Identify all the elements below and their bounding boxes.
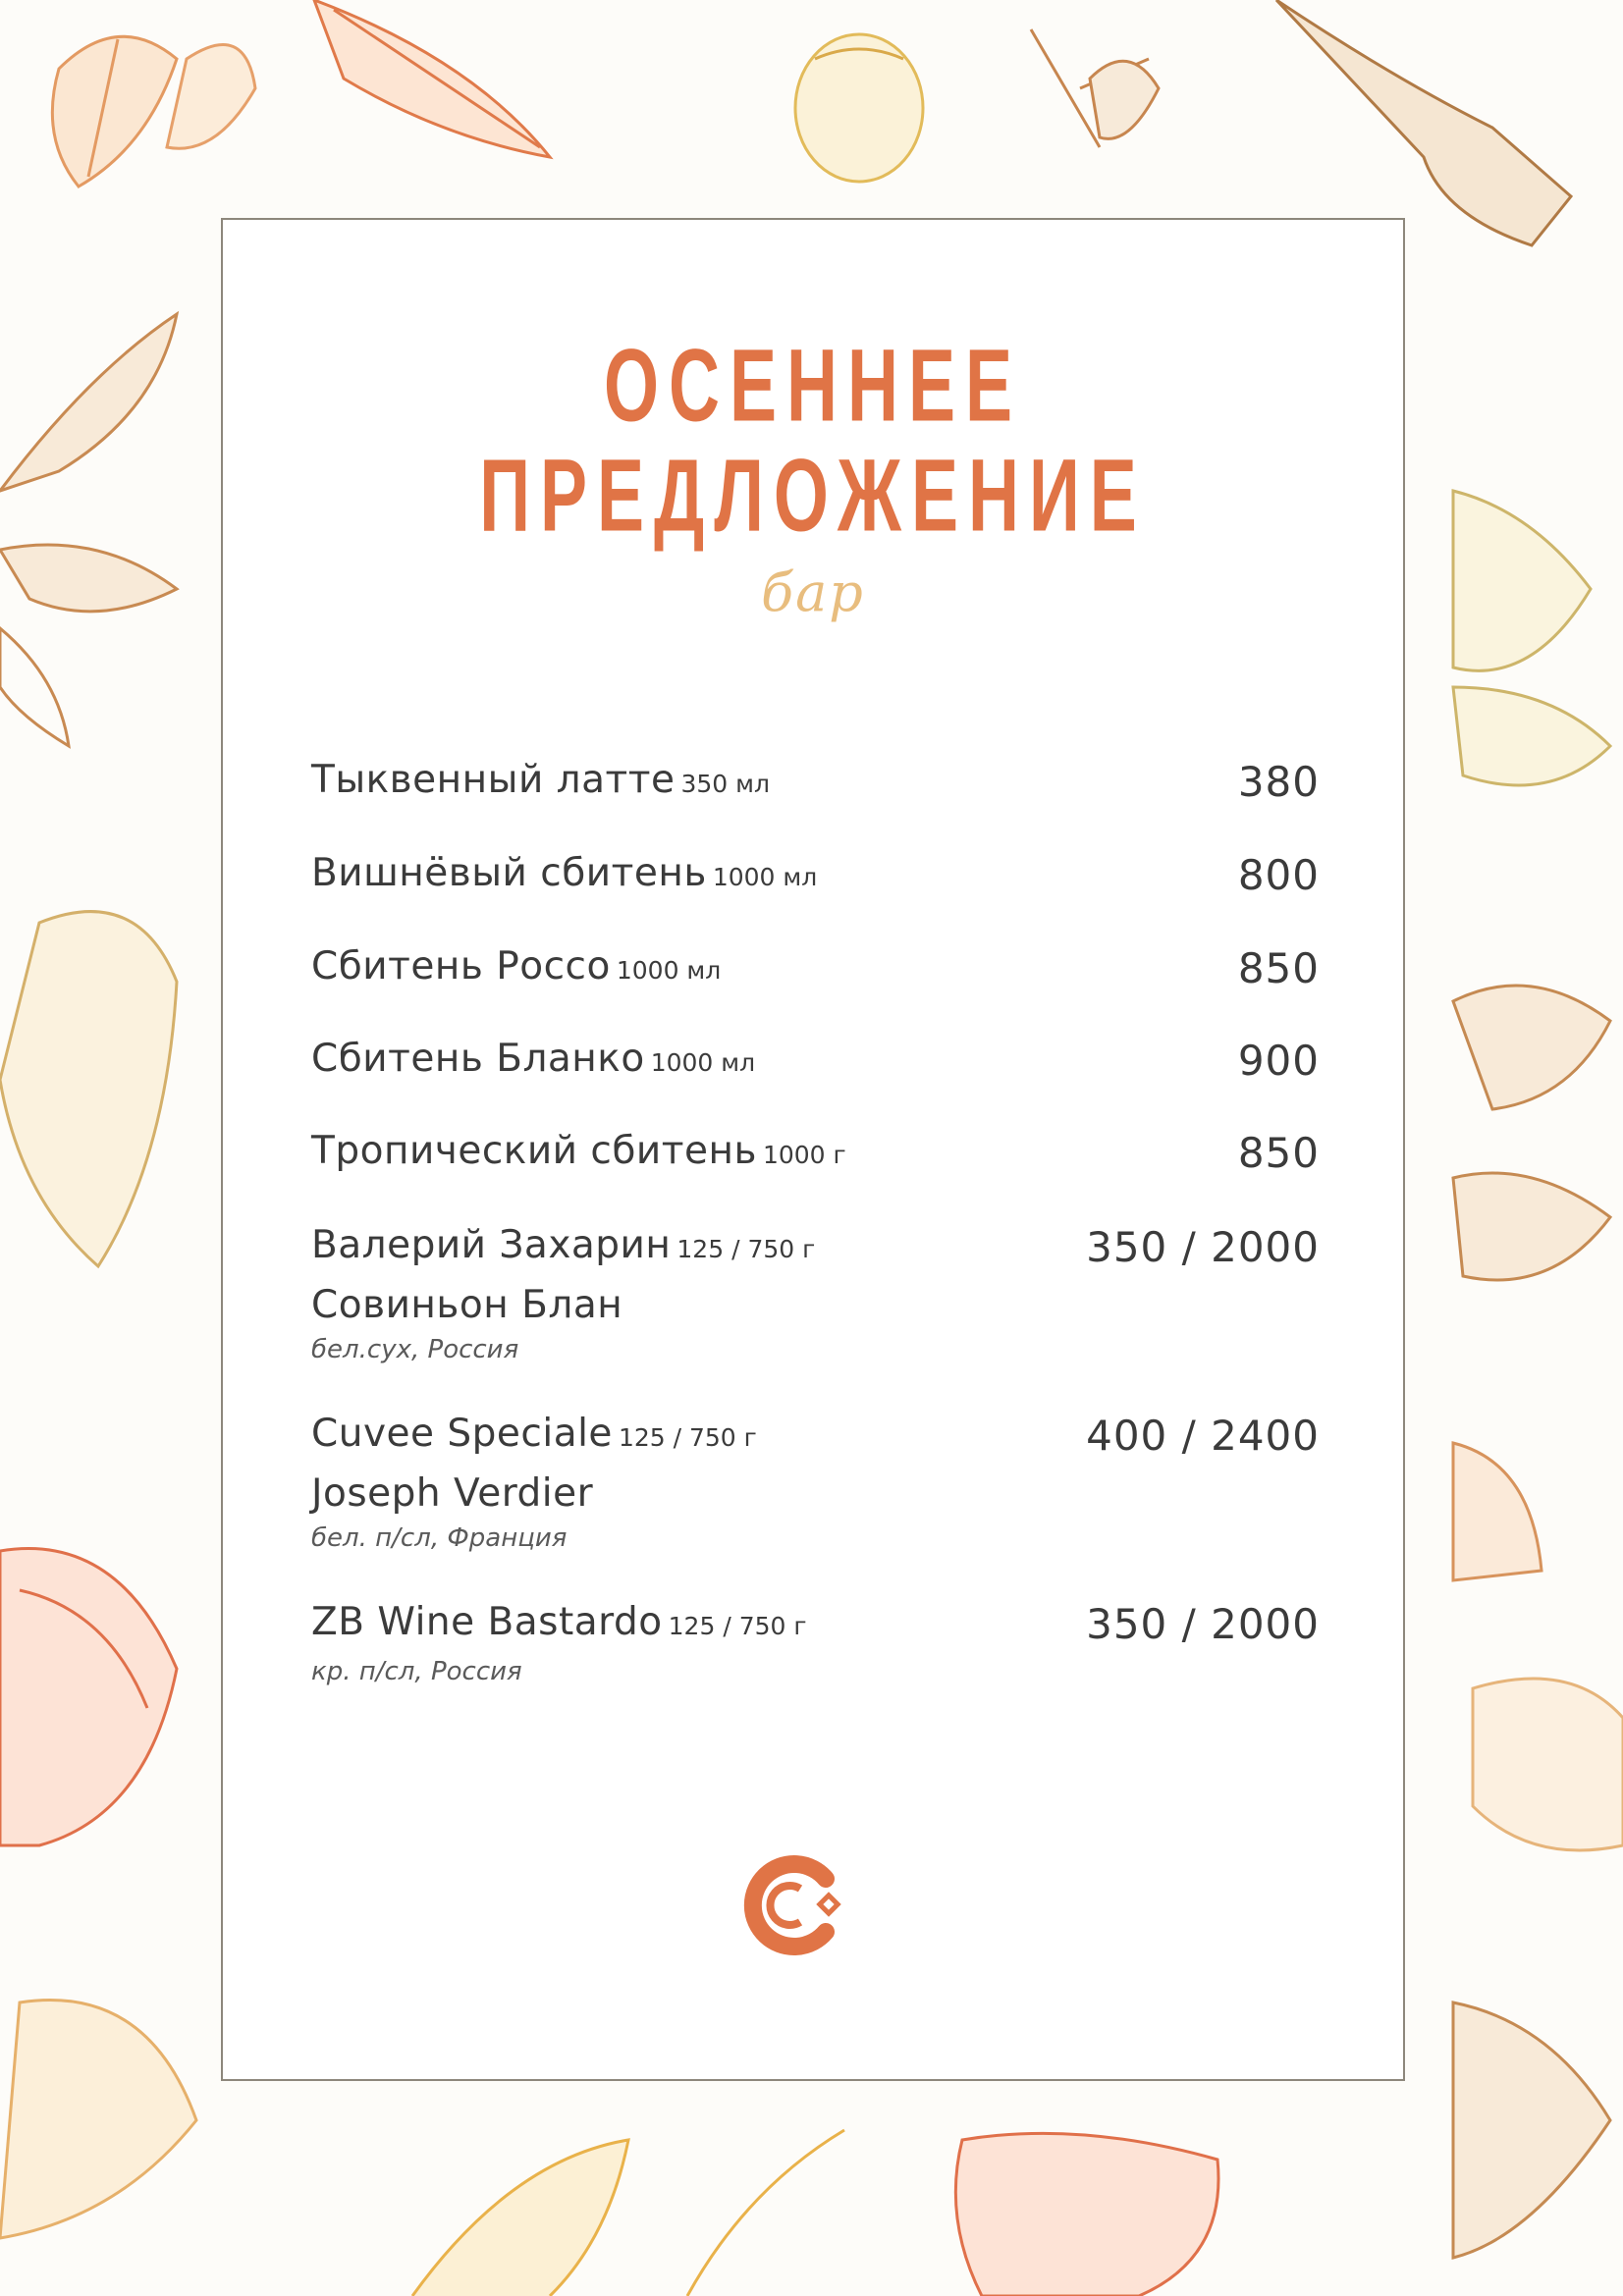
section-subtitle: бар (761, 561, 865, 623)
item-name: ZB Wine Bastardo (311, 1600, 663, 1644)
item-price: 800 (1237, 851, 1320, 899)
item-name: Валерий Захарин (311, 1223, 672, 1267)
item-price: 400 / 2400 (1086, 1412, 1320, 1460)
menu-item (311, 851, 1320, 906)
item-volume: 1000 мл (616, 956, 722, 985)
item-name: Тыквенный латте (311, 758, 676, 802)
item-name: Cuvee Speciale (311, 1412, 613, 1456)
menu-item (311, 1412, 1320, 1553)
item-name: Тропический сбитень (311, 1129, 757, 1173)
item-name: Сбитень Бланко (311, 1037, 645, 1081)
item-name-line-2: Joseph Verdier (311, 1471, 594, 1516)
item-price: 350 / 2000 (1086, 1600, 1320, 1648)
item-name-line-2: Совиньон Блан (311, 1283, 623, 1327)
item-note: бел. п/сл, Франция (311, 1523, 568, 1553)
menu-item (311, 1129, 1320, 1184)
menu-item (311, 1600, 1320, 1686)
menu-item (311, 1037, 1320, 1092)
item-price: 380 (1237, 758, 1320, 806)
item-volume: 125 / 750 г (676, 1235, 816, 1263)
item-note: кр. п/сл, Россия (311, 1657, 522, 1686)
item-price: 350 / 2000 (1086, 1223, 1320, 1271)
item-note: бел.сух, Россия (311, 1335, 519, 1364)
item-price: 850 (1237, 944, 1320, 992)
item-volume: 1000 мл (712, 863, 818, 891)
item-volume: 1000 мл (650, 1048, 756, 1077)
title-line-1: ОСЕННЕЕ (603, 329, 1023, 444)
menu-item (311, 944, 1320, 999)
item-price: 900 (1237, 1037, 1320, 1085)
item-volume: 1000 г (762, 1141, 846, 1169)
item-name: Вишнёвый сбитень (311, 851, 707, 895)
brand-c-logo-icon (741, 1851, 849, 1959)
item-name: Сбитень Россо (311, 944, 611, 988)
item-price: 850 (1237, 1129, 1320, 1177)
item-volume: 125 / 750 г (618, 1423, 757, 1452)
menu-item (311, 1223, 1320, 1364)
item-volume: 125 / 750 г (668, 1612, 807, 1640)
menu-item (311, 758, 1320, 813)
item-volume: 350 мл (680, 770, 770, 798)
title-line-2: ПРЕДЛОЖЕНИЕ (479, 439, 1147, 554)
menu-card (221, 218, 1405, 2081)
